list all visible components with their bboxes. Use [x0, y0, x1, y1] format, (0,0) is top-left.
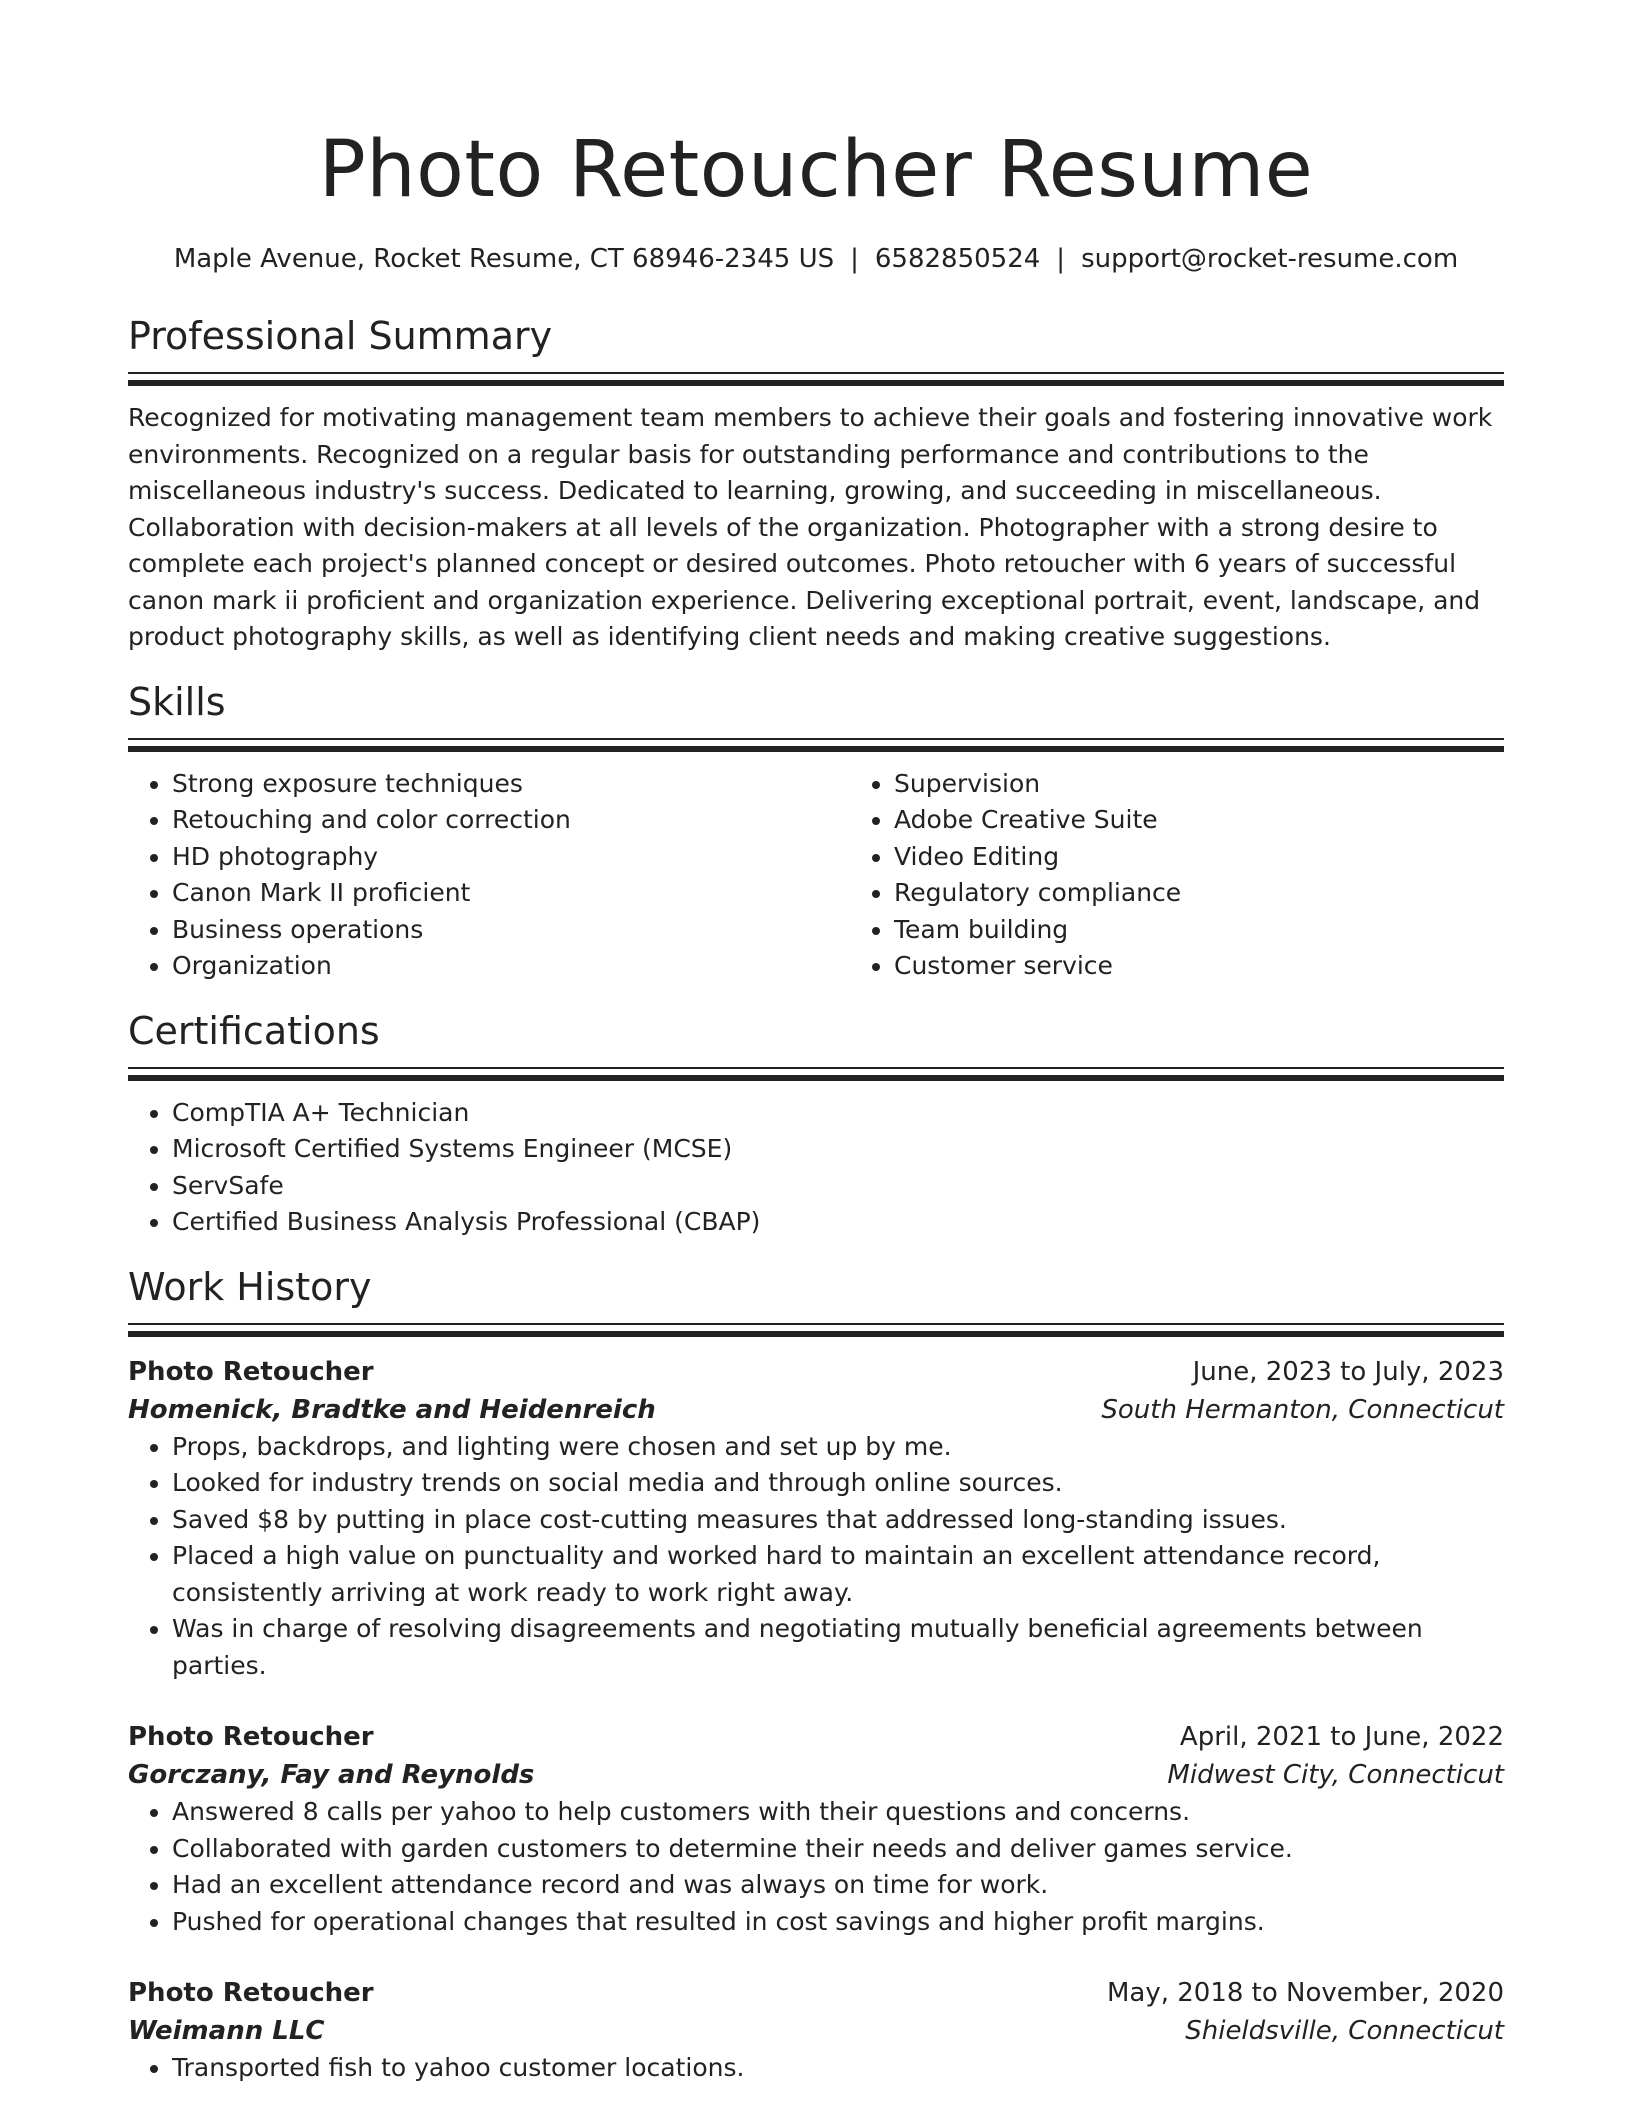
resume-title: Photo Retoucher Resume: [318, 125, 1314, 215]
contact-address: Maple Avenue, Rocket Resume, CT 68946-2345 US: [173, 244, 835, 274]
summary-section: [128, 312, 1504, 656]
job-entry: [128, 1718, 1504, 1940]
job-location: South Hermanton, Connecticut: [1101, 1394, 1504, 1425]
job-title: Photo Retoucher: [128, 1978, 374, 2008]
job-bullet: • Had an excellent attendance record and was always on time for work.: [172, 1867, 1504, 1904]
job-company-row: [128, 1756, 1504, 1794]
job-bullet: • Looked for industry trends on social media and through online sources.: [172, 1465, 1504, 1502]
section-heading-work-history: Work History: [128, 1264, 372, 1309]
skill-item: • HD photography: [172, 839, 850, 876]
skills-list-left: [128, 766, 850, 985]
job-title: Photo Retoucher: [128, 1356, 374, 1387]
skill-item: • Video Editing: [894, 839, 1504, 876]
job-dates: June, 2023 to July, 2023: [1192, 1356, 1504, 1387]
skill-item: • Strong exposure techniques: [172, 766, 850, 803]
contact-email: support@rocket-resume.com: [1081, 244, 1459, 274]
skills-columns: [128, 766, 1504, 985]
job-header-row: [128, 1974, 1504, 2012]
job-bullets: [128, 2050, 1504, 2087]
job-company: Gorczany, Fay and Reynolds: [128, 1760, 535, 1790]
job-company: Weimann LLC: [128, 2016, 325, 2046]
summary-text: Recognized for motivating management team members to achieve their goals and fostering innovative work environments. Recognized on a regular basis for outstanding performance and contributions to the miscellaneous industry's success. Dedicated to learning, growing, and succeeding in miscellaneous. Collaboration with decision-makers at all levels of the organization. Photographer with a strong desire to complete each project's planned concept or desired outcomes. Photo retoucher with 6 years of successful canon mark ii proficient and organization experience. Delivering exceptional portrait, event, landscape, and product photography skills, as well as identifying client needs and making creative suggestions.: [128, 403, 1493, 651]
job-bullet: • Answered 8 calls per yahoo to help customers with their questions and concerns.: [172, 1794, 1504, 1831]
certification-item: • CompTIA A+ Technician: [172, 1095, 1504, 1132]
contact-separator: |: [1056, 244, 1066, 274]
job-bullet: • Pushed for operational changes that resulted in cost savings and higher profit margins.: [172, 1904, 1504, 1941]
skill-item: • Adobe Creative Suite: [894, 802, 1504, 839]
section-divider: [128, 1323, 1504, 1337]
skills-list-right: [850, 766, 1504, 985]
contact-phone: 6582850524: [874, 244, 1041, 274]
section-heading-certifications: Certifications: [128, 1008, 380, 1053]
section-heading-skills: Skills: [128, 679, 226, 724]
contact-separator: |: [850, 244, 859, 274]
skill-item: • Retouching and color correction: [172, 802, 850, 839]
skill-item: • Business operations: [172, 912, 850, 949]
job-location: Shieldsville, Connecticut: [1185, 2016, 1504, 2046]
skills-section: [128, 678, 1504, 985]
certification-item: • ServSafe: [172, 1168, 1504, 1205]
skill-item: • Team building: [894, 912, 1504, 949]
certifications-list: [128, 1095, 1504, 1241]
job-bullet: • Placed a high value on punctuality and worked hard to maintain an excellent attendance record, consistently arriving at work ready to work right away.: [172, 1538, 1504, 1611]
certification-item: • Certified Business Analysis Professional (CBAP): [172, 1204, 1504, 1241]
section-divider: [128, 372, 1504, 386]
job-title: Photo Retoucher: [128, 1722, 374, 1752]
job-entry: [128, 1974, 1504, 2087]
job-bullet: • Transported fish to yahoo customer locations.: [172, 2050, 1504, 2087]
work-history-section: [128, 1263, 1504, 2087]
job-location: Midwest City, Connecticut: [1167, 1760, 1504, 1790]
job-bullet: • Collaborated with garden customers to determine their needs and deliver games service.: [172, 1831, 1504, 1868]
section-divider: [128, 1067, 1504, 1081]
job-bullet: • Was in charge of resolving disagreements and negotiating mutually beneficial agreements between parties.: [172, 1611, 1504, 1684]
job-bullet: • Saved $8 by putting in place cost-cutting measures that addressed long-standing issues.: [172, 1502, 1504, 1539]
job-company: Homenick, Bradtke and Heidenreich: [128, 1394, 656, 1425]
skill-item: • Regulatory compliance: [894, 875, 1504, 912]
certifications-section: [128, 1007, 1504, 1241]
section-divider: [128, 738, 1504, 752]
job-bullets: [128, 1429, 1504, 1685]
contact-line: [128, 242, 1504, 276]
skill-item: • Canon Mark II proficient: [172, 875, 850, 912]
job-company-row: [128, 1391, 1504, 1429]
job-dates: April, 2021 to June, 2022: [1179, 1722, 1504, 1752]
job-bullets: [128, 1794, 1504, 1940]
skill-item: • Organization: [172, 948, 850, 985]
job-dates: May, 2018 to November, 2020: [1106, 1978, 1504, 2008]
job-header-row: [128, 1718, 1504, 1756]
skill-item: • Supervision: [894, 766, 1504, 803]
certification-item: • Microsoft Certified Systems Engineer (MCSE): [172, 1131, 1504, 1168]
job-entry: [128, 1353, 1504, 1685]
section-heading-summary: Professional Summary: [128, 314, 553, 358]
job-company-row: [128, 2012, 1504, 2050]
job-header-row: [128, 1353, 1504, 1391]
skill-item: • Customer service: [894, 948, 1504, 985]
job-bullet: • Props, backdrops, and lighting were chosen and set up by me.: [172, 1429, 1504, 1466]
